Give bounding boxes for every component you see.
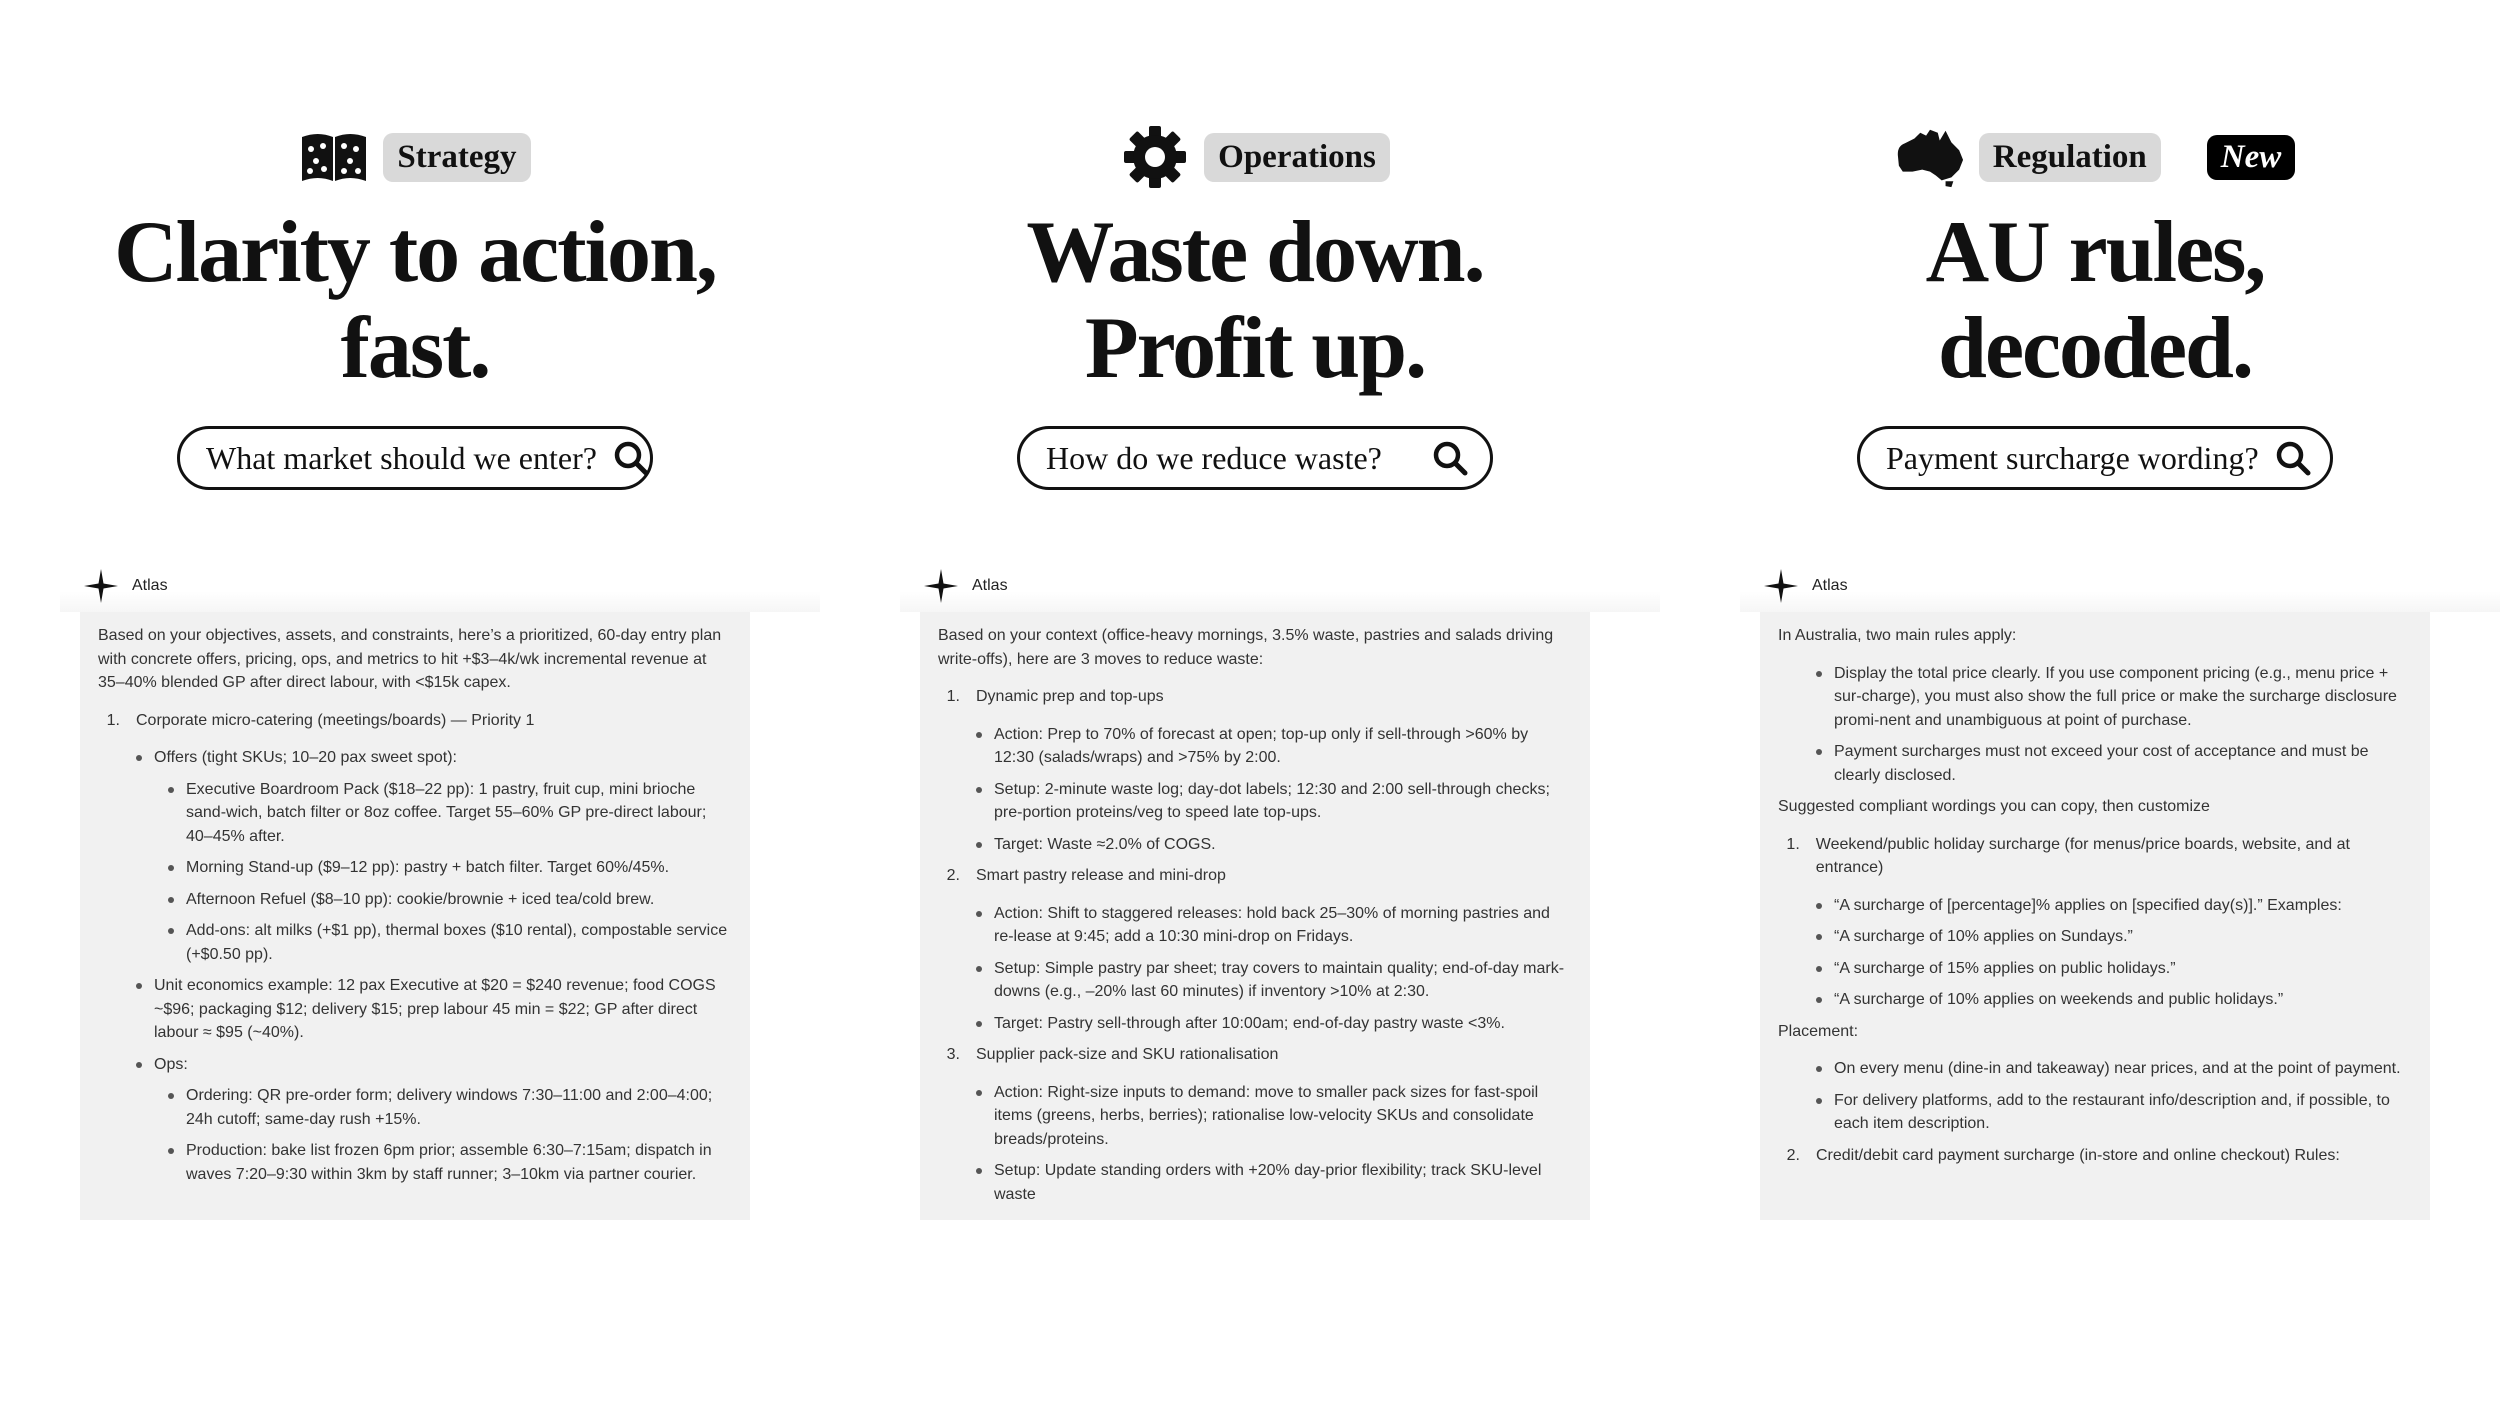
- australia-map-icon: [1895, 128, 1965, 186]
- bullet-item: [168, 856, 732, 880]
- item-text: “A surcharge of [percentage]% applies on [specified day(s)].” Examples:: [1834, 896, 2342, 914]
- bullet-item: [976, 957, 1572, 1004]
- assistant-message: [80, 612, 750, 1220]
- headline-line: AU rules,: [1925, 204, 2265, 301]
- tag-row: [840, 128, 1670, 186]
- item-text: Ordering: QR pre-order form; delivery windows 7:30–11:00 and 2:00–4:00; 24h cutoff; same-day rush +15%.: [186, 1087, 713, 1128]
- chat-panel: [1740, 560, 2500, 1220]
- item-text: Display the total price clearly. If you use component pricing (e.g., menu price + sur-charge), you must also show the full price or make the surcharge disclosure promi-nent and unambiguous at point of purchase.: [1834, 664, 2397, 729]
- numbered-item: [1786, 833, 2412, 880]
- item-number: 1.: [106, 711, 120, 729]
- bullet-dot: [1816, 903, 1822, 909]
- assistant-header: [1740, 560, 2500, 612]
- assistant-name: Atlas: [1812, 577, 1848, 594]
- numbered-item: [946, 864, 1572, 888]
- search-box[interactable]: [1017, 426, 1493, 490]
- bullet-dot: [168, 865, 174, 871]
- search-icon[interactable]: [1432, 440, 1468, 476]
- search-query[interactable]: How do we reduce waste?: [1046, 439, 1382, 476]
- headline: [1680, 205, 2500, 397]
- bullet-item: [1816, 925, 2412, 949]
- bullet-dot: [136, 755, 142, 761]
- bullet-dot: [168, 1093, 174, 1099]
- category-tag: Regulation: [1979, 133, 2161, 182]
- numbered-item: [946, 1043, 1572, 1067]
- item-text: Production: bake list frozen 6pm prior; assemble 6:30–7:15am; dispatch in waves 7:20–9:30 within 3km by staff runner; 3–10km via partner courier.: [186, 1142, 712, 1183]
- item-text: Unit economics example: 12 pax Executive at $20 = $240 revenue; food COGS ~$96; packaging $12; delivery $15; prep labour 45 min = $22; GP after direct labour ≈ $95 (~40%).: [154, 977, 716, 1041]
- item-text: Setup: 2-minute waste log; day-dot labels; 12:30 and 2:00 sell-through checks; pre-portion proteins/veg to speed late top-ups.: [994, 780, 1550, 821]
- item-text: Setup: Update standing orders with +20% day-prior flexibility; track SKU-level waste: [994, 1162, 1542, 1203]
- bullet-item: [976, 1081, 1572, 1152]
- bullet-item: [976, 778, 1572, 825]
- item-text: Payment surcharges must not exceed your cost of acceptance and must be clearly disclosed.: [1834, 743, 2369, 784]
- bullet-dot: [1816, 997, 1822, 1003]
- item-text: Target: Pastry sell-through after 10:00am; end-of-day pastry waste <3%.: [994, 1014, 1505, 1032]
- assistant-message: [1760, 612, 2430, 1220]
- bullet-dot: [976, 1168, 982, 1174]
- item-text: For delivery platforms, add to the restaurant info/description and, if possible, to each item description.: [1834, 1091, 2390, 1132]
- item-text: Action: Shift to staggered releases: hold back 25–30% of morning pastries and re-lease at 9:45; add a 10:30 mini-drop on Fridays.: [994, 904, 1550, 945]
- bullet-item: [976, 833, 1572, 857]
- bullet-item: [976, 1012, 1572, 1036]
- bullet-item: [168, 778, 732, 849]
- item-number: 1.: [1786, 835, 1800, 853]
- numbered-item: [106, 709, 732, 733]
- search-icon[interactable]: [613, 440, 649, 476]
- feature-card-operations: [840, 0, 1670, 1405]
- headline-line: Profit up.: [1084, 300, 1426, 397]
- chat-panel: [60, 560, 820, 1220]
- bullet-item: [1816, 957, 2412, 981]
- bullet-item: [1816, 740, 2412, 787]
- assistant-name: Atlas: [132, 577, 168, 594]
- feature-card-strategy: [0, 0, 830, 1405]
- headline-line: decoded.: [1938, 300, 2252, 397]
- bullet-dot: [1816, 966, 1822, 972]
- tag-row: [0, 128, 830, 186]
- bullet-item: [1816, 894, 2412, 918]
- item-text: Dynamic prep and top-ups: [976, 688, 1164, 705]
- bullet-item: [1816, 1089, 2412, 1136]
- gear-icon: [1120, 128, 1190, 186]
- bullet-item: [168, 1084, 732, 1131]
- tag-row: [1680, 128, 2500, 186]
- item-text: Offers (tight SKUs; 10–20 pax sweet spot):: [154, 749, 457, 766]
- item-text: Action: Right-size inputs to demand: move to smaller pack sizes for fast-spoil items (greens, herbs, berries); rationalise low-velocity SKUs and consolidate breads/proteins.: [994, 1083, 1539, 1148]
- item-text: Afternoon Refuel ($8–10 pp): cookie/brownie + iced tea/cold brew.: [186, 890, 655, 908]
- bullet-dot: [1816, 934, 1822, 940]
- sparkle-icon: [84, 569, 118, 603]
- bullet-dot: [168, 897, 174, 903]
- new-badge: New: [2207, 135, 2296, 180]
- item-number: 2.: [946, 867, 960, 884]
- bullet-dot: [168, 1148, 174, 1154]
- bullet-dot: [1816, 671, 1822, 677]
- message-intro: In Australia, two main rules apply:: [1778, 627, 2017, 644]
- bullet-dot: [136, 1062, 142, 1068]
- bullet-dot: [976, 911, 982, 917]
- search-box[interactable]: [1857, 426, 2333, 490]
- bullet-dot: [136, 983, 142, 989]
- item-number: 3.: [946, 1046, 960, 1063]
- headline: [0, 205, 830, 397]
- bullet-item: [1816, 662, 2412, 733]
- item-text: Action: Prep to 70% of forecast at open; top-up only if sell-through >60% by 12:30 (salads/wraps) and >75% by 2:00.: [994, 725, 1529, 766]
- sparkle-icon: [1764, 569, 1798, 603]
- bullet-dot: [976, 787, 982, 793]
- bullet-dot: [976, 1090, 982, 1096]
- search-box[interactable]: [177, 426, 653, 490]
- chat-panel: [900, 560, 1660, 1220]
- assistant-message: [920, 612, 1590, 1220]
- bullet-item: [136, 1053, 732, 1077]
- bullet-dot: [1816, 1098, 1822, 1104]
- bullet-item: [976, 1159, 1572, 1206]
- item-number: 2.: [1786, 1146, 1800, 1164]
- item-text: Setup: Simple pastry par sheet; tray covers to maintain quality; end-of-day mark-downs (e.g., –20% last 60 minutes) if inventory >10% at 2:30.: [994, 959, 1565, 1000]
- assistant-header: [60, 560, 820, 612]
- feature-card-regulation: [1680, 0, 2500, 1405]
- item-text: Corporate micro-catering (meetings/boards) — Priority 1: [136, 711, 535, 729]
- item-text: Smart pastry release and mini-drop: [976, 867, 1226, 884]
- bullet-dot: [1816, 1066, 1822, 1072]
- numbered-item: [1786, 1144, 2412, 1168]
- message-paragraph: Suggested compliant wordings you can copy, then customize: [1778, 798, 2210, 815]
- search-query[interactable]: What market should we enter?: [206, 439, 597, 476]
- item-number: 1.: [946, 688, 960, 705]
- item-text: Ops:: [154, 1055, 188, 1073]
- item-text: “A surcharge of 10% applies on weekends and public holidays.”: [1834, 991, 2284, 1008]
- message-intro: Based on your objectives, assets, and constraints, here’s a prioritized, 60-day entry plan with concrete offers, pricing, ops, and metrics to hit +$3–4k/wk incremental revenue at 35–40% blended GP after direct labour, with <$15k capex.: [98, 627, 722, 691]
- item-text: “A surcharge of 15% applies on public holidays.”: [1834, 959, 2176, 977]
- headline: [840, 205, 1670, 397]
- bullet-dot: [976, 1021, 982, 1027]
- bullet-item: [1816, 988, 2412, 1012]
- bullet-item: [976, 723, 1572, 770]
- item-text: Target: Waste ≈2.0% of COGS.: [994, 835, 1216, 853]
- sparkle-icon: [924, 569, 958, 603]
- bullet-dot: [168, 928, 174, 934]
- search-query[interactable]: Payment surcharge wording?: [1886, 439, 2259, 476]
- item-text: Credit/debit card payment surcharge (in-store and online checkout) Rules:: [1816, 1146, 2340, 1164]
- item-text: Supplier pack-size and SKU rationalisation: [976, 1046, 1279, 1063]
- bullet-dot: [1816, 749, 1822, 755]
- item-text: On every menu (dine-in and takeaway) near prices, and at the point of payment.: [1834, 1060, 2401, 1077]
- bullet-item: [976, 902, 1572, 949]
- category-tag: Operations: [1204, 133, 1390, 182]
- bullet-dot: [976, 732, 982, 738]
- message-intro: Based on your context (office-heavy mornings, 3.5% waste, pastries and salads driving write-offs), here are 3 moves to reduce waste:: [938, 627, 1554, 668]
- bullet-item: [168, 888, 732, 912]
- bullet-dot: [976, 966, 982, 972]
- message-paragraph: Placement:: [1778, 1022, 1859, 1040]
- headline-line: Waste down.: [1026, 204, 1484, 301]
- open-book-icon: [299, 128, 369, 186]
- category-tag: Strategy: [383, 133, 530, 182]
- search-icon[interactable]: [2275, 440, 2311, 476]
- bullet-dot: [168, 787, 174, 793]
- bullet-item: [168, 919, 732, 966]
- numbered-item: [946, 685, 1572, 709]
- item-text: “A surcharge of 10% applies on Sundays.”: [1834, 928, 2133, 945]
- item-text: Executive Boardroom Pack ($18–22 pp): 1 pastry, fruit cup, mini brioche sand-wich, batch filter or 8oz coffee. Target 55–60% GP pre-direct labour; 40–45% after.: [186, 780, 707, 845]
- headline-line: Clarity to action,: [114, 204, 716, 301]
- assistant-header: [900, 560, 1660, 612]
- item-text: Add-ons: alt milks (+$1 pp), thermal boxes ($10 rental), compostable service (+$0.50 pp).: [186, 922, 728, 963]
- headline-line: fast.: [340, 300, 490, 397]
- assistant-name: Atlas: [972, 577, 1008, 594]
- bullet-item: [136, 974, 732, 1045]
- bullet-item: [1816, 1057, 2412, 1081]
- bullet-dot: [976, 842, 982, 848]
- item-text: Morning Stand-up ($9–12 pp): pastry + batch filter. Target 60%/45%.: [186, 859, 670, 876]
- item-text: Weekend/public holiday surcharge (for menus/price boards, website, and at entrance): [1815, 835, 2350, 876]
- bullet-item: [136, 746, 732, 770]
- bullet-item: [168, 1139, 732, 1186]
